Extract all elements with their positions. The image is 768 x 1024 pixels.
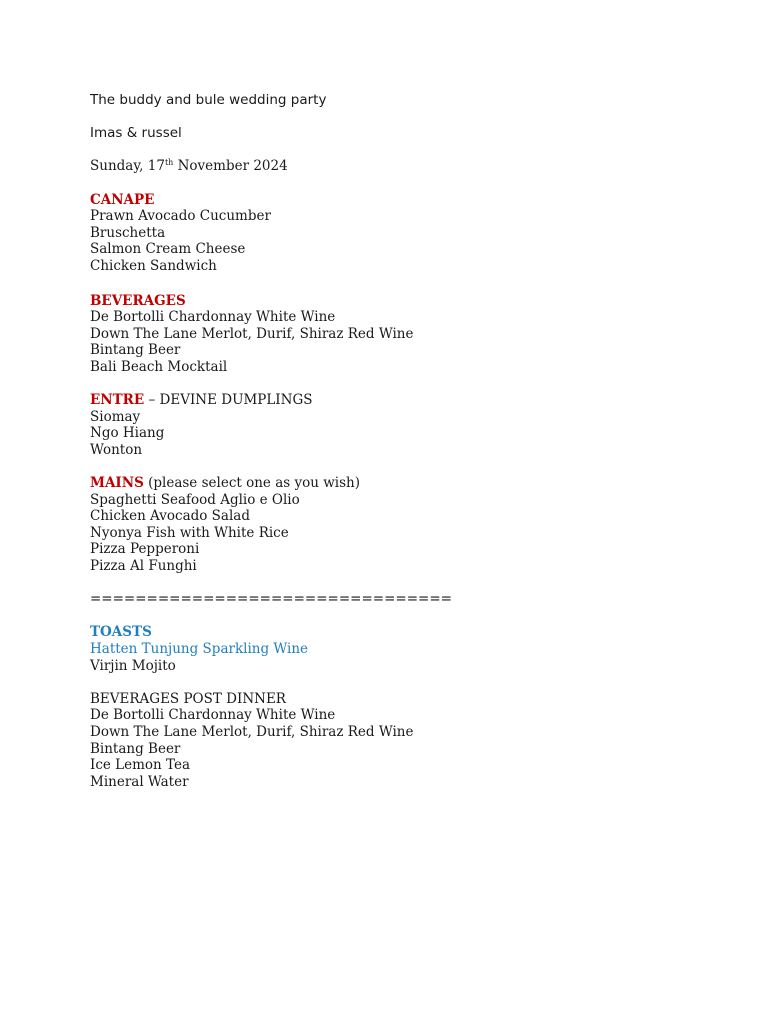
post-dinner-item: De Bortolli Chardonnay White Wine [90, 707, 336, 724]
entre-item: Ngo Hiang [90, 425, 165, 442]
toast-highlight: Hatten Tunjung Sparkling Wine [90, 641, 309, 657]
beverage-item: Bintang Beer [90, 342, 181, 359]
mains-heading: MAINS [90, 475, 144, 492]
event-title: The buddy and bule wedding party [90, 92, 327, 108]
entre-heading-line [90, 392, 710, 409]
canape-heading: CANAPE [90, 191, 155, 208]
beverage-item: Bali Beach Mocktail [90, 358, 228, 375]
canape-item: Prawn Avocado Cucumber [90, 208, 271, 225]
entre-heading: ENTRE [90, 392, 145, 409]
mains-note: (please select one as you wish) [143, 475, 360, 492]
canape-item: Chicken Sandwich [90, 257, 217, 274]
date-ordinal: th [164, 158, 174, 168]
section-divider: ================================ [90, 591, 452, 608]
post-dinner-item: Ice Lemon Tea [90, 757, 191, 774]
post-dinner-item: Mineral Water [90, 773, 189, 790]
post-dinner-item: Bintang Beer [90, 740, 181, 757]
date-day: Sunday, 17 [90, 158, 165, 175]
mains-item: Pizza Al Funghi [90, 558, 197, 575]
beverage-item: Down The Lane Merlot, Durif, Shiraz Red Wine [90, 325, 414, 342]
mains-heading-line [90, 475, 710, 492]
mains-item: Nyonya Fish with White Rice [90, 524, 289, 541]
toast-item: Virjin Mojito [90, 657, 176, 674]
beverage-item: De Bortolli Chardonnay White Wine [90, 309, 336, 326]
couple-names: Imas & russel [90, 125, 182, 142]
post-dinner-heading: BEVERAGES POST DINNER [90, 690, 286, 707]
mains-item: Chicken Avocado Salad [90, 508, 250, 525]
entre-subtitle: – DEVINE DUMPLINGS [144, 392, 313, 409]
entre-item: Wonton [90, 441, 143, 458]
entre-item: Siomay [90, 408, 141, 425]
beverages-heading: BEVERAGES [90, 292, 186, 309]
toasts-heading: TOASTS [90, 624, 152, 641]
event-date [90, 158, 710, 175]
canape-item: Salmon Cream Cheese [90, 241, 246, 258]
post-dinner-item: Down The Lane Merlot, Durif, Shiraz Red Wine [90, 723, 414, 740]
canape-item: Bruschetta [90, 224, 166, 241]
mains-item: Spaghetti Seafood Aglio e Olio [90, 491, 300, 508]
menu-document [90, 92, 710, 790]
mains-item: Pizza Pepperoni [90, 541, 200, 558]
date-month-year: November 2024 [173, 158, 288, 175]
